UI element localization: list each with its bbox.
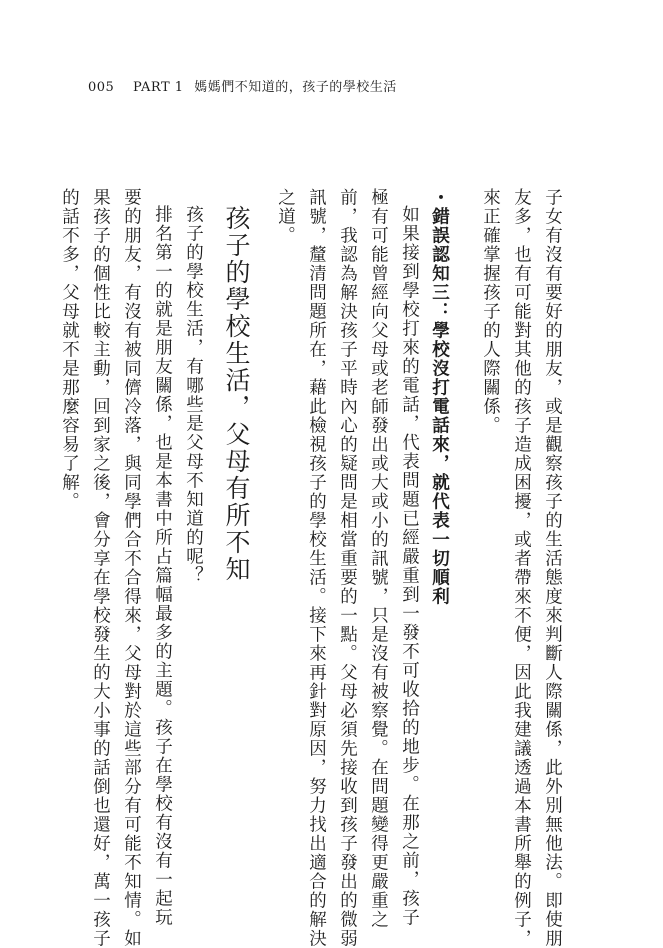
part-label: PART 1 (132, 80, 184, 95)
text-column: 極有可能曾經向父母或老師發出或大或小的訊號，只是沒有被察覺。在問題變得更嚴重之 (368, 188, 389, 929)
text-column: 來正確掌握孩子的人際關係。 (480, 188, 501, 435)
misconception-heading: ・錯誤認知三：學校沒打電話來，就代表一切順利 (429, 188, 450, 606)
text-column: 前，我認為解決孩子平時內心的疑問是相當重要的一點。父母必須先接收到孩子發出的微弱 (337, 188, 358, 948)
section-title: 孩子的學校生活，父母有所不知 (222, 205, 251, 583)
text-column: 要的朋友，有沒有被同儕冷落，與同學們合不合得來，父母對於這些部分有可能不知情。如 (121, 188, 142, 948)
text-column: 友多，也有可能對其他的孩子造成困擾，或者帶來不便，因此我建議透過本書所舉的例子， (511, 188, 532, 948)
chapter-title: 媽媽們不知道的，孩子的學校生活 (194, 80, 397, 95)
text-column: 之道。 (275, 188, 296, 245)
text-column: 子女有沒有要好的朋友，或是觀察孩子的生活態度來判斷人際關係，此外別無他法。即使朋 (542, 188, 563, 948)
text-column: 果孩子的個性比較主動，回到家之後，會分享在學校發生的大小事的話倒也還好，萬一孩子 (90, 188, 111, 948)
running-header (88, 76, 397, 95)
page-number: 005 (88, 80, 115, 95)
text-column: 孩子的學校生活，有哪些是父母不知道的呢？ (183, 205, 204, 585)
text-column: 的話不多，父母就不是那麼容易了解。 (59, 188, 80, 511)
text-column: 如果接到學校打來的電話，代表問題已經嚴重到一發不可收拾的地步。在那之前，孩子 (399, 205, 420, 927)
text-column: 訊號，釐清問題所在，藉此檢視孩子的學校生活。接下來再針對原因，努力找出適合的解決 (306, 188, 327, 948)
text-column: 排名第一的就是朋友關係，也是本書中所占篇幅最多的主題。孩子在學校有沒有一起玩 (152, 205, 173, 927)
